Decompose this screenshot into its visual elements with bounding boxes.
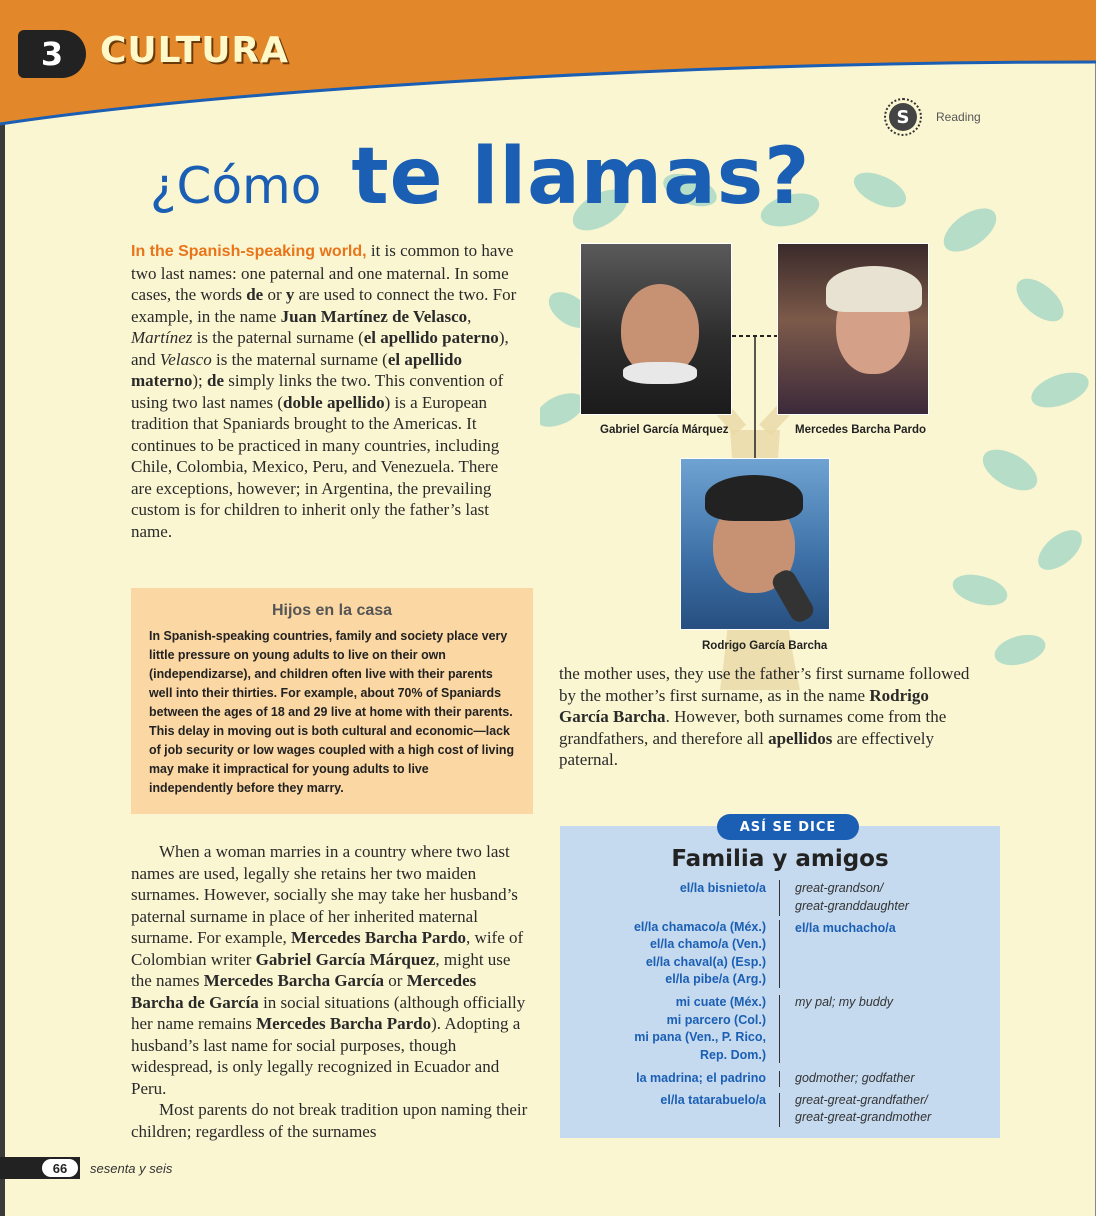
section-label: CULTURA (100, 30, 290, 71)
vocab-def: godmother; godfather (795, 1071, 915, 1085)
vocab-tag: ASÍ SE DICE (717, 814, 859, 840)
badge-letter: S (889, 103, 917, 131)
intro-text: simply links the two. This convention of using two last names ( (131, 371, 504, 412)
caption-rodrigo: Rodrigo García Barcha (702, 640, 828, 652)
vocab-term: el/la chaval(a) (Esp.) (645, 955, 766, 969)
caption-mercedes: Mercedes Barcha Pardo (795, 424, 927, 436)
divider (779, 920, 780, 988)
vocab-term: el/la chamo/a (Ven.) (649, 937, 766, 951)
intro-term: de (207, 371, 225, 390)
reading-label: Reading (936, 110, 981, 124)
intro-term: Juan Martínez de Velasco (280, 306, 468, 326)
page-number: 66 (42, 1159, 78, 1177)
name-term: Mercedes Barcha Pardo (256, 1014, 432, 1033)
title-part2: te llamas? (351, 132, 811, 222)
vocab-def: great-granddaughter (795, 899, 909, 913)
vocab-title: Familia y amigos (671, 846, 889, 872)
chapter-number: 3 (18, 30, 86, 78)
vocab-term: el/la pibe/a (Arg.) (665, 972, 766, 986)
intro-text: is the maternal surname ( (211, 349, 388, 369)
intro-text: ), and (131, 328, 509, 369)
vocab-def: great-great-grandfather/ (795, 1093, 928, 1107)
divider (779, 995, 780, 1063)
intro-term: Velasco (159, 349, 212, 369)
title-part1: ¿Cómo (150, 157, 322, 215)
name-term: apellidos (768, 728, 833, 748)
intro-text: is the paternal surname ( (192, 328, 364, 347)
vocab-def: my pal; my buddy (795, 995, 893, 1009)
sidebar-text-part: In Spanish-speaking countries, family and society place very little pressure on young adults to live on their own ( (149, 628, 508, 681)
vocab-term: mi pana (Ven., P. Rico, (634, 1030, 766, 1044)
divider (779, 1071, 780, 1087)
intro-text: ) is a European tradition that Spaniards brought to the Americas. It continues to be practiced in many countries, including Chile, Colombia, Mexico, Peru, and Venezuela. There are exceptions, however; in Argentina, the prevailing custom is for children to inherit only the father’s last name. (131, 392, 500, 541)
vocab-box (560, 826, 1000, 1138)
text: . However, both surnames come from the grandfathers, and therefore all (559, 707, 947, 748)
vocab-term: el/la bisnieto/a (679, 881, 766, 895)
page-number-word: sesenta y seis (90, 1161, 173, 1176)
vocab-term: Rep. Dom.) (700, 1048, 766, 1062)
intro-term: el apellido materno (131, 349, 462, 390)
text: , wife of Colombian writer (131, 928, 524, 969)
intro-text: , (467, 306, 472, 326)
text: , might use the names (131, 949, 511, 990)
intro-text: it is common to have two last names: one paternal and one maternal. In some cases, the words (131, 241, 514, 304)
vocab-term: mi cuate (Méx.) (675, 995, 766, 1009)
intro-term: doble apellido (283, 392, 385, 412)
vocab-term: el/la chamaco/a (Méx.) (633, 920, 766, 934)
paragraph: Most parents do not break tradition upon naming their children; regardless of the surnames (131, 1100, 528, 1141)
vocab-def: great-grandson/ (795, 881, 884, 895)
divider (779, 880, 780, 916)
sidebar-text-part: ), and children often live with their parents well into their thirties. For example, about 70% of Spaniards between the ages of 18 and 29 live at home with their parents. This delay in moving out is both cultural and economic—lack of job security or low wages coupled with a high cost of living may make it impractical for young adults to live independently before they marry. (149, 666, 515, 795)
vocab-def: great-great-grandmother (795, 1110, 932, 1124)
name-term: Rodrigo García Barcha (559, 685, 929, 726)
text: When a woman marries in a country where two last names are used, legally she retains her two maiden surnames. However, socially she may take her husband’s paternal surname in place of her inherited maternal surname. For example, (131, 842, 518, 947)
text: ). Adopting a husband’s last name for social purposes, though widespread, is only legally recognized in Ecuador and Peru. (131, 1014, 521, 1098)
caption-gabriel: Gabriel García Márquez (600, 424, 729, 436)
text: are effectively paternal. (559, 728, 934, 769)
intro-term: de (246, 285, 264, 304)
intro-term: y (285, 285, 295, 304)
sidebar-title: Hijos en la casa (271, 602, 393, 619)
name-term: Mercedes Barcha García (203, 971, 385, 990)
text: the mother uses, they use the father’s first surname followed by the mother’s first surname, as in the name (559, 664, 970, 705)
divider (779, 1093, 780, 1127)
text: in social situations (although officially her name remains (131, 992, 526, 1033)
vocab-term: la madrina; el padrino (636, 1071, 766, 1085)
intro-text: or (263, 285, 286, 304)
sidebar-term: independizarse (153, 666, 244, 681)
right-column-paragraph (559, 663, 979, 771)
name-term: Gabriel García Márquez (255, 949, 436, 969)
intro-text: are used to connect the two. For example, in the name (131, 285, 517, 326)
intro-text: ); (192, 371, 208, 390)
vocab-term: mi parcero (Col.) (666, 1013, 766, 1027)
vocab-def: el/la muchacho/a (795, 921, 896, 935)
intro-term: el apellido paterno (363, 328, 499, 347)
text: or (384, 971, 407, 990)
name-term: Mercedes Barcha Pardo (291, 928, 467, 947)
intro-term: Martínez (131, 328, 193, 347)
name-term: Mercedes Barcha de García (131, 971, 477, 1012)
vocab-term: el/la tatarabuelo/a (660, 1093, 766, 1107)
intro-lead: In the Spanish-speaking world, (131, 243, 367, 260)
